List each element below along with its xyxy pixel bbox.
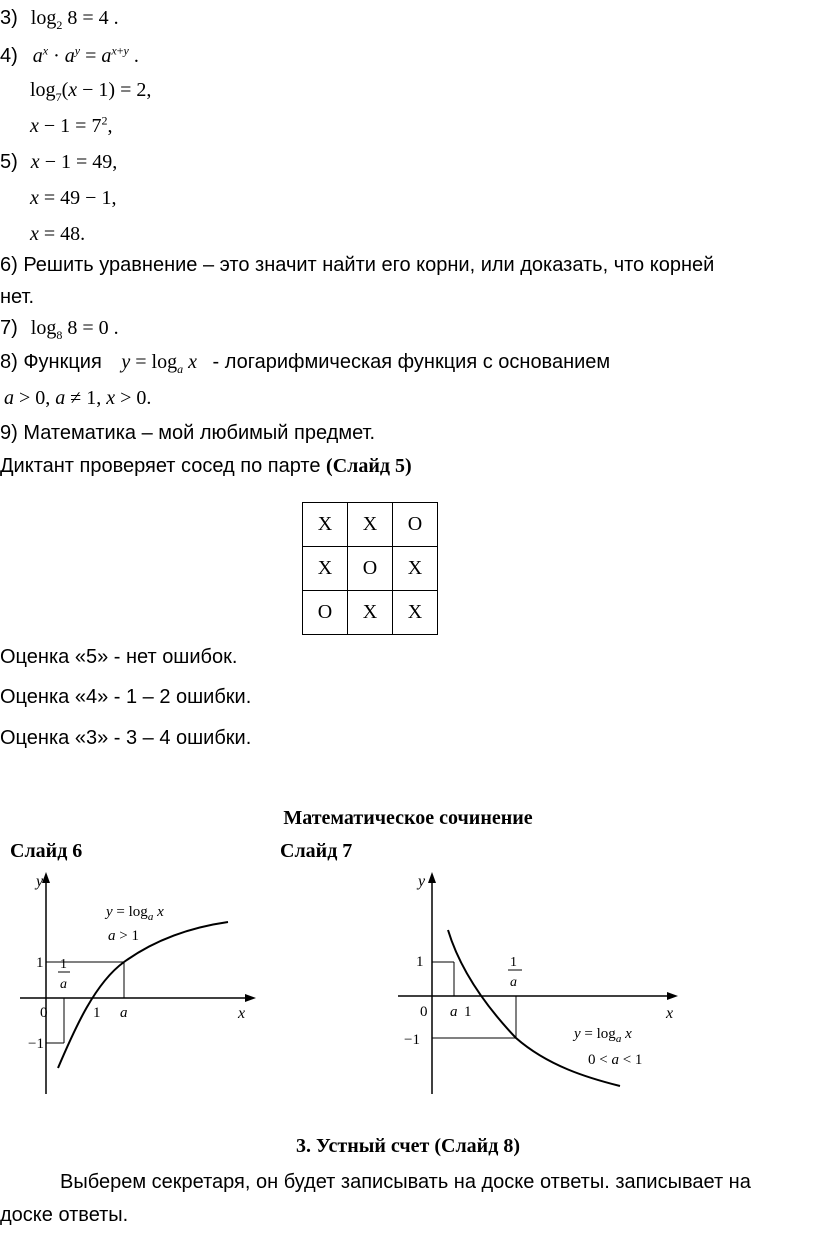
- svg-text:x: x: [238, 1005, 246, 1022]
- svg-text:−1: −1: [404, 1032, 420, 1048]
- section-3-title: 3. Устный счет (Слайд 8): [296, 1135, 520, 1157]
- grid-cell: Х: [348, 503, 393, 547]
- item-8-conditions: a > 0, a ≠ 1, x > 0.: [4, 387, 152, 409]
- final-paragraph-line-1: Выберем секретаря, он будет записывать на доске ответы. записывает на: [60, 1171, 751, 1193]
- equation-x-49-1: x = 49 − 1,: [30, 187, 117, 209]
- svg-text:0: 0: [40, 1005, 48, 1021]
- svg-text:y: y: [418, 873, 426, 890]
- graph-log-a-greater-1: [20, 868, 260, 1104]
- svg-text:y = loga x: $y = \log_a x$: [574, 1026, 632, 1045]
- svg-text:a: a: [60, 977, 67, 992]
- grid-cell: Х: [393, 547, 438, 591]
- svg-text:y: y: [36, 873, 44, 890]
- grid-cell: Х: [393, 591, 438, 635]
- final-paragraph-line-2: доске ответы.: [0, 1204, 129, 1226]
- grid-cell: Х: [348, 591, 393, 635]
- item-9: 9) Математика – мой любимый предмет.: [0, 422, 376, 444]
- svg-text:1: 1: [60, 957, 67, 972]
- grade-5: Оценка «5» - нет ошибок.: [0, 646, 238, 668]
- equation-log7: $\log_7(x - 1) = 2$,: [30, 79, 152, 104]
- svg-text:1: 1: [93, 1005, 101, 1021]
- grade-3: Оценка «3» - 3 – 4 ошибки.: [0, 727, 252, 749]
- item-4: 4) $a^x \cdot a^y = a^{x+y}$ .: [0, 43, 139, 67]
- item-6-continued: нет.: [0, 286, 35, 308]
- answer-grid: [302, 502, 438, 635]
- item-3: 3) $\log_2 8 = 4$ .: [0, 7, 119, 32]
- graph-log-a-less-1: [398, 868, 683, 1104]
- slide-7-label: Слайд 7: [280, 840, 353, 862]
- svg-text:1: 1: [510, 955, 517, 970]
- grid-row: [303, 503, 438, 547]
- grid-cell: О: [303, 591, 348, 635]
- grid-cell: Х: [303, 547, 348, 591]
- svg-text:1: 1: [36, 955, 44, 971]
- grid-cell: Х: [303, 503, 348, 547]
- svg-text:1: 1: [416, 954, 424, 970]
- svg-text:y = loga x: $y = \log_a x$: [106, 904, 164, 923]
- essay-title: Математическое сочинение: [283, 807, 533, 829]
- grid-cell: О: [393, 503, 438, 547]
- item-5: 5) x − 1 = 49,: [0, 151, 118, 173]
- svg-text:a > 1: a > 1: [108, 928, 139, 944]
- slide-6-label: Слайд 6: [10, 840, 83, 862]
- item-6: 6) Решить уравнение – это значит найти его корни, или доказать, что корней: [0, 254, 715, 276]
- grid-row: [303, 547, 438, 591]
- svg-text:a: a: [120, 1005, 128, 1021]
- svg-text:a: a: [450, 1004, 458, 1020]
- svg-text:0: 0: [420, 1004, 428, 1020]
- equation-x-48: x = 48.: [30, 223, 86, 245]
- item-8: 8) Функция $y = \log_a x$ - логарифмическая функция с основанием: [0, 351, 611, 376]
- svg-text:x: x: [666, 1005, 674, 1022]
- svg-text:−1: −1: [28, 1036, 44, 1052]
- svg-text:a: a: [510, 975, 517, 990]
- svg-text:0 < a < 1: 0 < a < 1: [588, 1052, 643, 1068]
- grid-row: [303, 591, 438, 635]
- equation-x-minus-1-7sq: $x - 1 = 7^2$,: [30, 113, 113, 137]
- svg-text:1: 1: [464, 1004, 472, 1020]
- dictation-line: Диктант проверяет сосед по парте (Слайд 5): [0, 455, 412, 477]
- grade-4: Оценка «4» - 1 – 2 ошибки.: [0, 686, 252, 708]
- grid-cell: О: [348, 547, 393, 591]
- item-7: 7) $\log_8 8 = 0$ .: [0, 317, 119, 342]
